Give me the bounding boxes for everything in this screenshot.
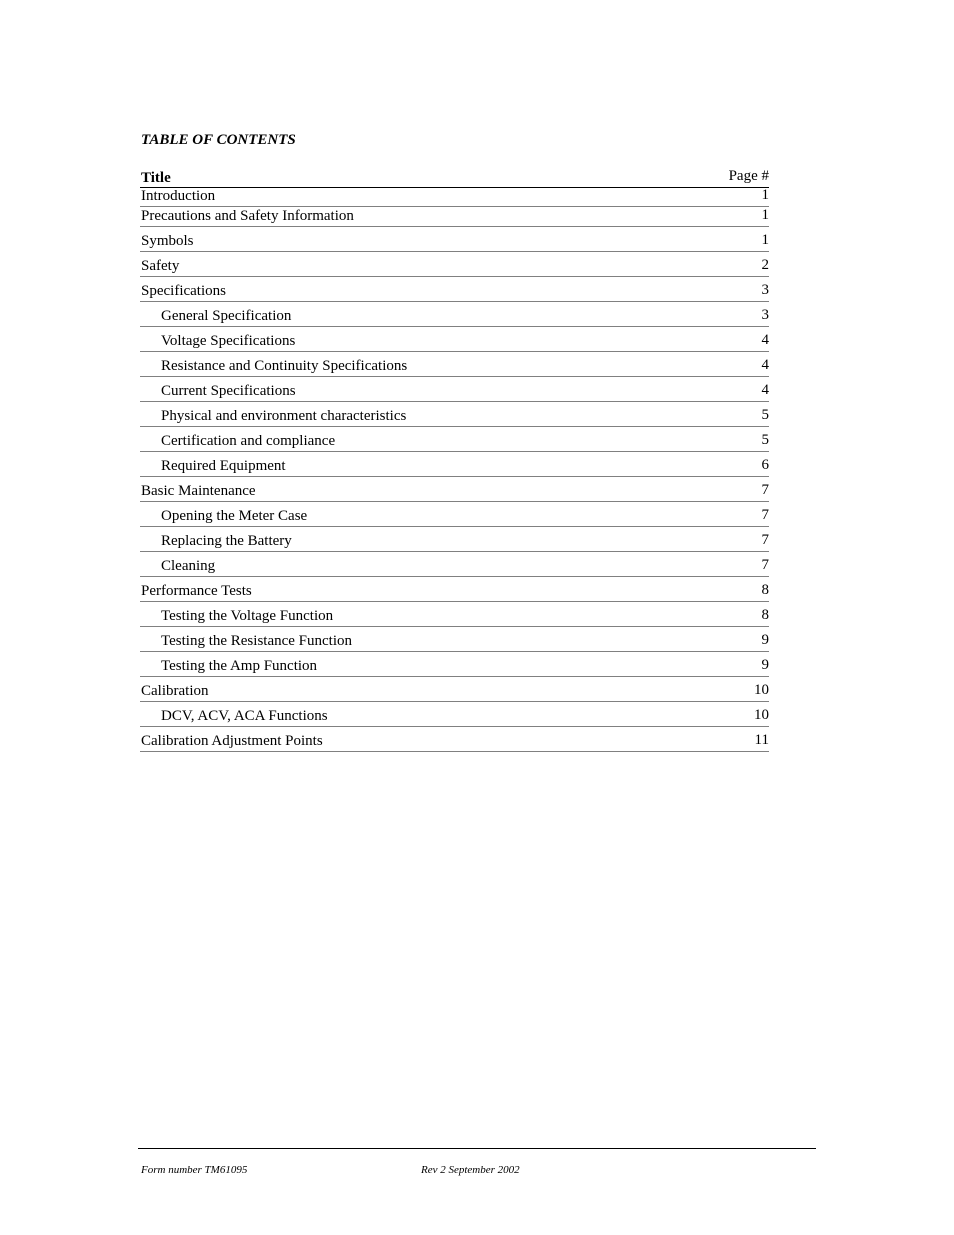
toc-entry-page: 10 [754, 707, 769, 723]
toc-entry[interactable] [140, 602, 769, 627]
toc-entry[interactable] [140, 627, 769, 652]
toc-entry-page: 6 [761, 457, 769, 473]
toc-entry-title: Symbols [141, 233, 194, 249]
toc-entry-title: Cleaning [161, 558, 216, 574]
toc-entry-title: Specifications [141, 283, 226, 299]
toc-entry-title: Calibration [141, 683, 209, 699]
toc-entry-title: Physical and environment characteristics [161, 408, 407, 424]
toc-entry-title: Current Specifications [161, 383, 296, 399]
toc-entry-page: 7 [761, 507, 769, 523]
toc-entry[interactable] [140, 377, 769, 402]
toc-entry-title: Testing the Voltage Function [161, 608, 334, 624]
toc-entry-title: Voltage Specifications [161, 333, 296, 349]
toc-entry[interactable] [140, 677, 769, 702]
toc-entry[interactable] [140, 727, 769, 752]
toc-entry-page: 1 [761, 187, 769, 203]
toc-entry[interactable] [140, 207, 769, 227]
toc-entry-page: 8 [761, 607, 769, 623]
toc-entry[interactable] [140, 502, 769, 527]
footer-divider [138, 1148, 816, 1149]
toc-entry[interactable] [140, 188, 769, 207]
toc-entry-title: Introduction [141, 188, 216, 204]
toc-entry-page: 4 [761, 332, 769, 348]
toc-entry[interactable] [140, 527, 769, 552]
toc-entry-title: Testing the Resistance Function [161, 633, 353, 649]
toc-entry[interactable] [140, 452, 769, 477]
revision-date: Rev 2 September 2002 [421, 1164, 520, 1176]
toc-entry-title: Certification and compliance [161, 433, 336, 449]
toc-entry-title: Replacing the Battery [161, 533, 292, 549]
toc-entry[interactable] [140, 427, 769, 452]
toc-entry[interactable] [140, 402, 769, 427]
toc-entry-page: 5 [761, 407, 769, 423]
toc-entry-page: 4 [761, 382, 769, 398]
toc-entry[interactable] [140, 352, 769, 377]
toc-entry-page: 4 [761, 357, 769, 373]
toc-entry-title: Basic Maintenance [141, 483, 256, 499]
toc-entry-title: Testing the Amp Function [161, 658, 318, 674]
toc-entry-page: 9 [761, 657, 769, 673]
toc-entry-title: Performance Tests [141, 583, 252, 599]
toc-entry-page: 7 [761, 482, 769, 498]
toc-entry-page: 3 [761, 307, 769, 323]
page-column-label: Page # [728, 168, 769, 184]
toc-list [140, 188, 769, 752]
form-number: Form number TM61095 [141, 1164, 248, 1176]
toc-entry-page: 2 [761, 257, 769, 273]
toc-entry-title: Resistance and Continuity Specifications [161, 358, 408, 374]
toc-entry[interactable] [140, 577, 769, 602]
toc-entry-page: 8 [761, 582, 769, 598]
toc-entry[interactable] [140, 552, 769, 577]
toc-entry-page: 11 [754, 732, 769, 748]
toc-entry[interactable] [140, 327, 769, 352]
toc-entry-page: 1 [761, 207, 769, 223]
toc-entry-title: Required Equipment [161, 458, 286, 474]
toc-entry-page: 5 [761, 432, 769, 448]
toc-entry[interactable] [140, 302, 769, 327]
toc-entry[interactable] [140, 227, 769, 252]
toc-entry-title: Calibration Adjustment Points [141, 733, 323, 749]
toc-entry[interactable] [140, 702, 769, 727]
toc-entry-page: 7 [761, 557, 769, 573]
toc-entry-title: Opening the Meter Case [161, 508, 308, 524]
toc-entry-page: 1 [761, 232, 769, 248]
toc-column-header [140, 168, 769, 188]
toc-heading: TABLE OF CONTENTS [141, 132, 296, 148]
toc-entry-title: Safety [141, 258, 180, 274]
title-column-label: Title [141, 170, 171, 186]
toc-entry-page: 7 [761, 532, 769, 548]
toc-entry-page: 9 [761, 632, 769, 648]
toc-entry-title: DCV, ACV, ACA Functions [161, 708, 328, 724]
toc-entry[interactable] [140, 477, 769, 502]
toc-entry[interactable] [140, 652, 769, 677]
toc-entry[interactable] [140, 252, 769, 277]
toc-entry[interactable] [140, 277, 769, 302]
toc-entry-page: 3 [761, 282, 769, 298]
toc-entry-title: Precautions and Safety Information [141, 208, 354, 224]
toc-entry-title: General Specification [161, 308, 292, 324]
toc-entry-page: 10 [754, 682, 769, 698]
